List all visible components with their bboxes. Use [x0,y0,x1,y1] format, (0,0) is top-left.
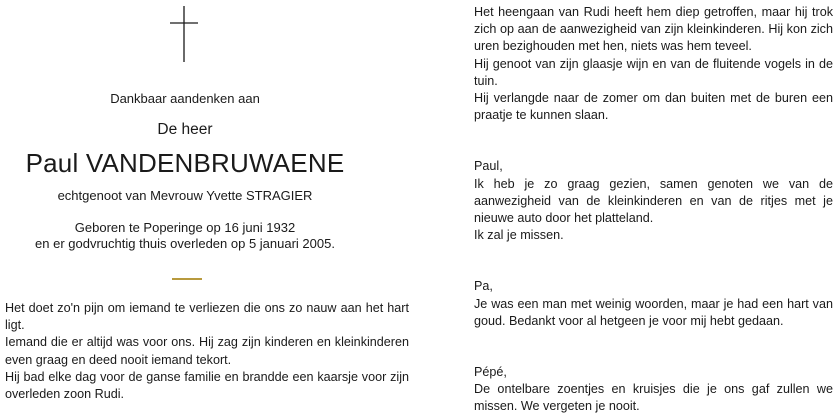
salutation: De heer [157,121,213,138]
spacer [474,330,833,364]
address-heading: Pa, [474,279,493,294]
intro-text: Dankbaar aandenken aan [110,91,260,106]
spouse-line: echtgenoot van Mevrouw Yvette STRAGIER [57,188,313,203]
address-heading: Pépé, [474,365,507,380]
address-heading: Paul, [474,159,503,174]
left-body-text [5,300,409,403]
paragraph: Hij genoot van zijn glaasje wijn en van de fluitende vogels in de tuin. [474,56,833,88]
paragraph: Ik zal je missen. [474,228,564,243]
divider [172,278,202,280]
cross-icon [170,6,198,62]
spacer [474,124,833,158]
deceased-name: Paul VANDENBRUWAENE [25,148,345,178]
paragraph: Het doet zo'n pijn om iemand te verliezen die ons zo nauw aan het hart ligt. [5,301,409,333]
paragraph: Hij bad elke dag voor de ganse familie en brandde een kaarsje voor zijn overleden zoon Rudi. [5,369,409,402]
birth-line: Geboren te Poperinge op 16 juni 1932 [74,220,296,235]
paragraph: Iemand die er altijd was voor ons. Hij zag zijn kinderen en kleinkinderen even graag en deed nooit iemand tekort. [5,335,409,367]
paragraph: Het heengaan van Rudi heeft hem diep getroffen, maar hij trok zich op aan de aanwezigheid van zijn kleinkinderen. Hij kon zich uren bezighouden met hen, niets was hem teveel. [474,5,833,54]
paragraph: De ontelbare zoentjes en kruisjes die je ons gaf zullen we missen. We vergeten je nooit. [474,382,833,414]
left-panel [0,0,422,410]
paragraph: Hij verlangde naar de zomer om dan buiten met de buren een praatje te kunnen slaan. [474,91,833,123]
paragraph: Je was een man met weinig woorden, maar je had een hart van goud. Bedankt voor al hetgeen je voor mij hebt gedaan. [474,296,833,328]
right-panel [474,4,833,416]
death-line: en er godvruchtig thuis overleden op 5 januari 2005. [35,236,335,251]
spacer [474,244,833,278]
paragraph: Ik heb je zo graag gezien, samen genoten we van de aanwezigheid van de kleinkinderen en van de ritjes met je nieuwe auto door het platteland. [474,176,833,226]
